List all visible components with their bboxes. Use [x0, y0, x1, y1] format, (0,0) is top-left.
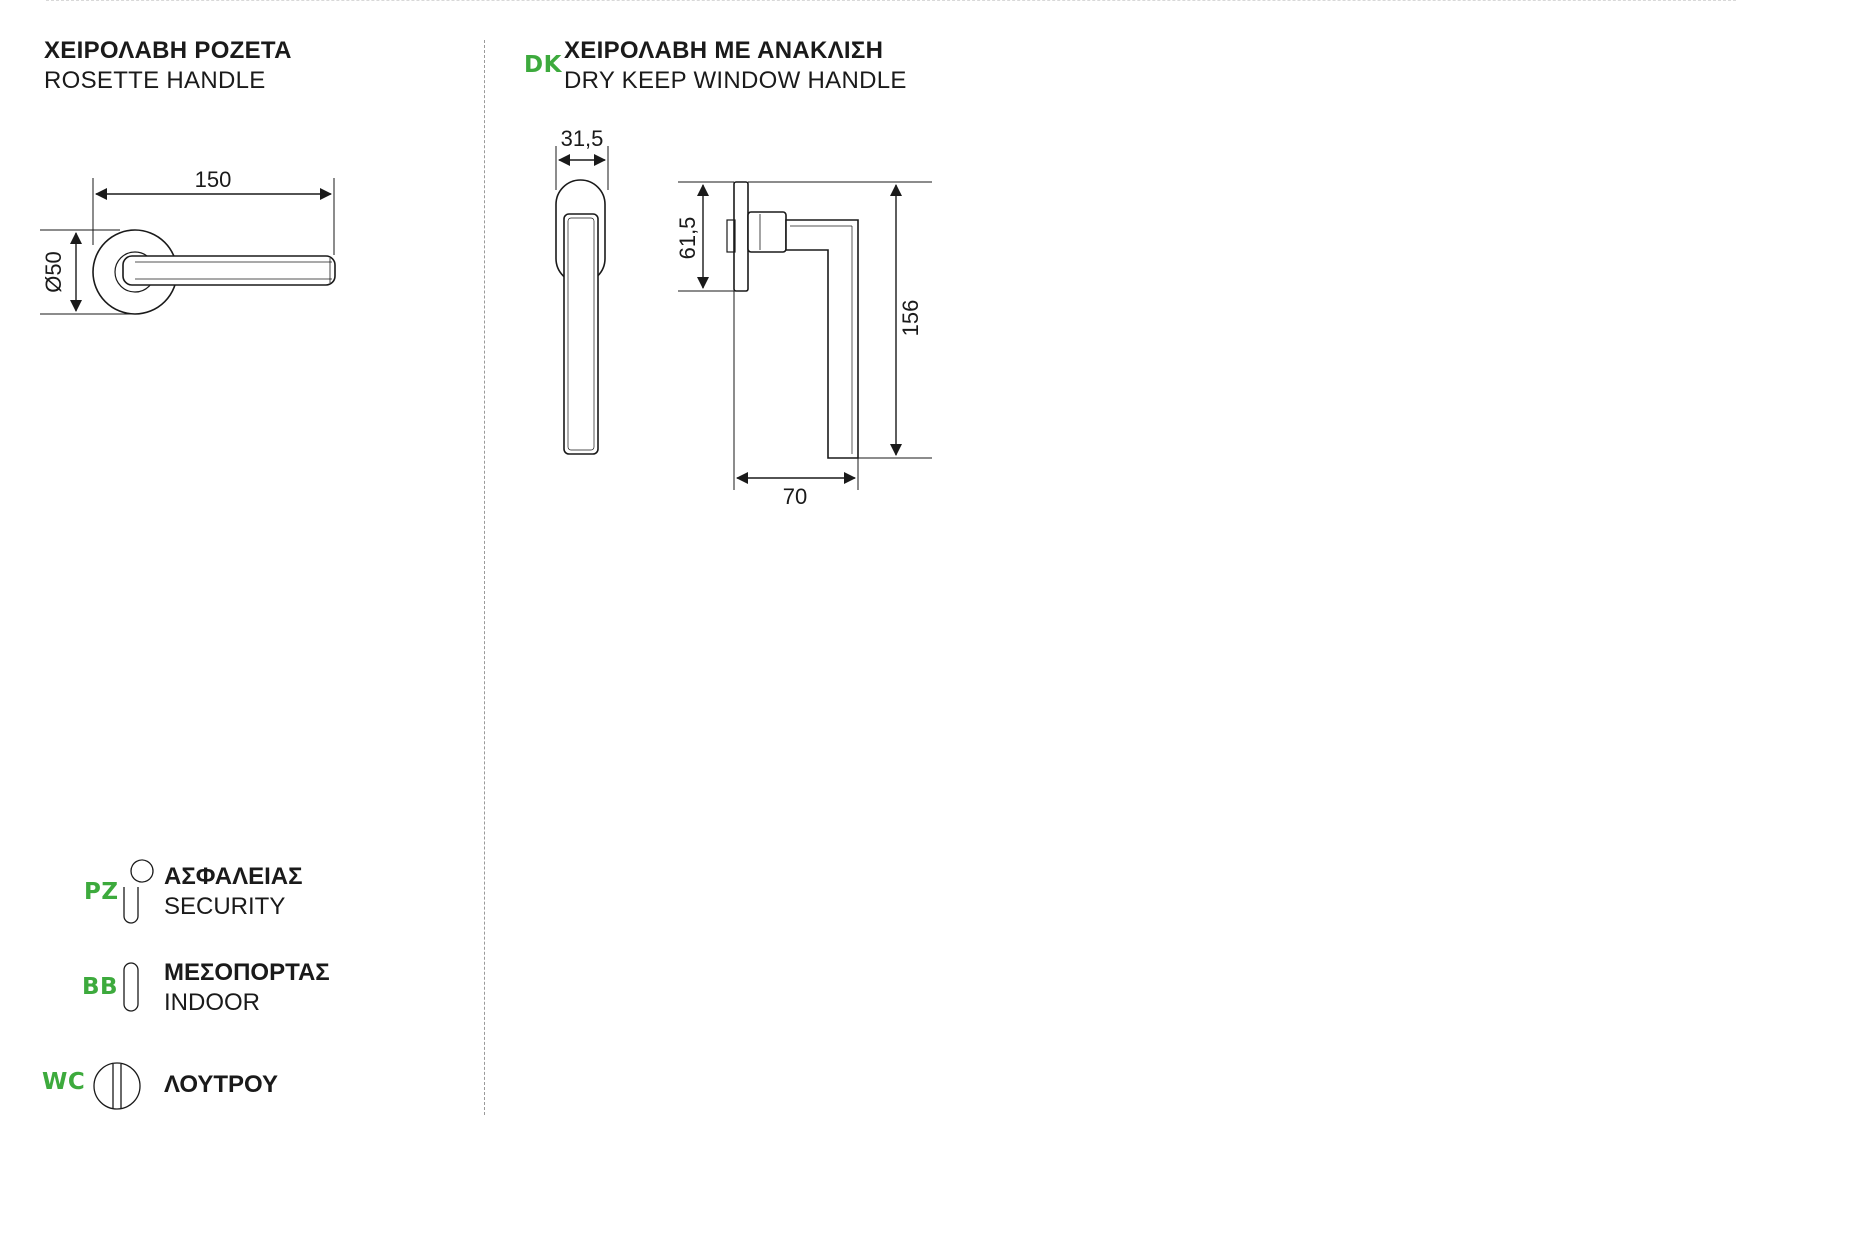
dk-base-label: 61,5 [675, 216, 700, 260]
rosette-title-english: ROSETTE HANDLE [44, 67, 266, 94]
legend-code-bb: BB [82, 974, 119, 1000]
dk-height-label: 156 [898, 299, 923, 337]
legend-label-indoor-greek: ΜΕΣΟΠΟΡΤΑΣ [164, 959, 330, 986]
rosette-length-label: 150 [194, 167, 232, 192]
oval-keyhole-icon [124, 963, 138, 1011]
legend-label-bathroom-greek: ΛΟΥΤΡΟΥ [164, 1071, 279, 1098]
rosette-handle-drawing [93, 230, 335, 314]
dk-code: DK [524, 52, 562, 78]
legend-label-indoor-english: INDOOR [164, 989, 260, 1016]
legend-code-pz: PZ [84, 879, 119, 905]
rosette-title-greek: ΧΕΙΡΟΛΑΒΗ ΡΟΖΕΤΑ [44, 37, 292, 64]
dk-side-view [727, 182, 858, 458]
dk-title-english: DRY KEEP WINDOW HANDLE [564, 67, 907, 94]
legend-label-security-greek: ΑΣΦΑΛΕΙΑΣ [164, 863, 303, 890]
dk-front-lever [564, 214, 598, 454]
rosette-lever [123, 256, 335, 285]
dk-side-neck [748, 212, 786, 252]
legend-code-wc: WC [42, 1069, 86, 1095]
rosette-dimensions [40, 178, 334, 314]
rosette-diameter-label: Ø50 [41, 251, 66, 293]
euro-cylinder-keyhole-icon [124, 860, 153, 923]
dk-width-dimension [556, 146, 608, 190]
dk-width-label: 31,5 [560, 126, 604, 151]
dk-front-view [556, 180, 605, 454]
dk-depth-label: 70 [782, 484, 808, 509]
dk-side-lever [786, 220, 858, 458]
legend-label-security-english: SECURITY [164, 893, 286, 920]
bathroom-turn-icon [94, 1063, 140, 1109]
dk-side-base-plate [734, 182, 748, 291]
dk-title-greek: ΧΕΙΡΟΛΑΒΗ ΜΕ ΑΝΑΚΛΙΣΗ [564, 37, 884, 64]
